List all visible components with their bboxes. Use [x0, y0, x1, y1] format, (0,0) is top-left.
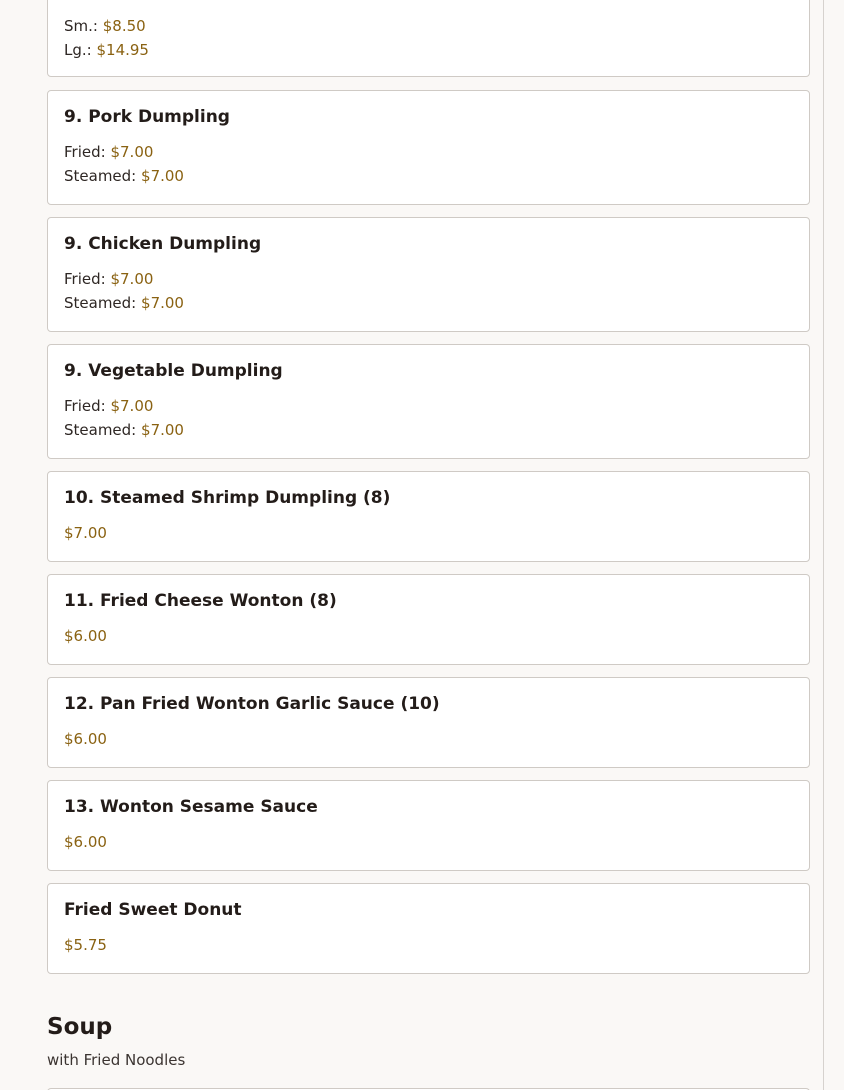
- price-value: $5.75: [64, 936, 107, 954]
- menu-item-card[interactable]: [47, 217, 810, 332]
- price-line-fried: Fried: $7.00: [64, 270, 154, 288]
- section-subtitle: with Fried Noodles: [47, 1051, 186, 1069]
- menu-item-card[interactable]: [47, 0, 810, 77]
- price-value: $7.00: [110, 270, 154, 288]
- price-line-steamed: Steamed: $7.00: [64, 294, 184, 312]
- price-line-fried: Fried: $7.00: [64, 397, 154, 415]
- menu-item-title: 13. Wonton Sesame Sauce: [64, 797, 318, 817]
- menu-item-title: 9. Chicken Dumpling: [64, 234, 262, 254]
- price-value: $7.00: [110, 143, 154, 161]
- price-value: $7.00: [141, 294, 184, 312]
- price-line-steamed: Steamed: $7.00: [64, 421, 184, 439]
- price-value: $7.00: [110, 397, 154, 415]
- price-value: $7.00: [141, 421, 184, 439]
- scroll-divider: [823, 0, 824, 1090]
- menu-item-title: Fried Sweet Donut: [64, 900, 242, 920]
- price-value: $14.95: [96, 41, 149, 59]
- price-value: $7.00: [141, 167, 184, 185]
- menu-item-title: 10. Steamed Shrimp Dumpling (8): [64, 488, 391, 508]
- menu-item-title: 12. Pan Fried Wonton Garlic Sauce (10): [64, 694, 440, 714]
- menu-item-title: 11. Fried Cheese Wonton (8): [64, 591, 337, 611]
- price-line-steamed: Steamed: $7.00: [64, 167, 184, 185]
- menu-item-card[interactable]: [47, 574, 810, 665]
- menu-item-card[interactable]: [47, 780, 810, 871]
- price-line-fried: Fried: $7.00: [64, 143, 154, 161]
- menu-item-card[interactable]: [47, 471, 810, 562]
- price-value: $6.00: [64, 833, 107, 851]
- menu-item-title: 9. Pork Dumpling: [64, 107, 230, 127]
- price-line-large: Lg.: $14.95: [64, 41, 149, 59]
- menu-item-title: 9. Vegetable Dumpling: [64, 361, 283, 381]
- menu-item-card[interactable]: [47, 883, 810, 974]
- price-value: $6.00: [64, 627, 107, 645]
- menu-item-card[interactable]: [47, 344, 810, 459]
- menu-item-card[interactable]: [47, 677, 810, 768]
- section-title: Soup: [47, 1014, 113, 1040]
- price-value: $8.50: [102, 17, 146, 35]
- price-line-small: Sm.: $8.50: [64, 17, 146, 35]
- price-value: $6.00: [64, 730, 107, 748]
- menu-item-card[interactable]: [47, 90, 810, 205]
- price-value: $7.00: [64, 524, 107, 542]
